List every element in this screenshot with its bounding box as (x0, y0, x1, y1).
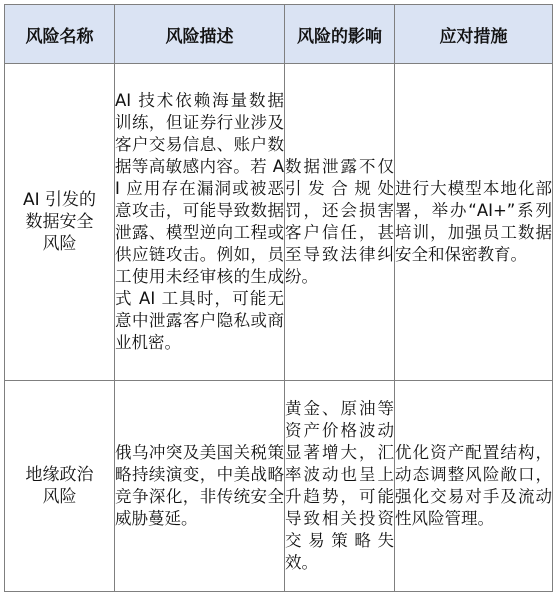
response-measures-cell: 进行大模型本地化部署，举办“AI+”系列培训，加强员工数据安全和保密教育。 (395, 64, 553, 381)
risk-name-line: 风险 (42, 487, 77, 507)
response-measures-cell: 优化资产配置结构，动态调整风险敞口，强化交易对手及流动性风险管理。 (395, 381, 553, 592)
risk-name-line: 数据安全 (25, 212, 94, 232)
risk-description-cell: AI 技术依赖海量数据训练，但证券行业涉及客户交易信息、账户数据等高敏感内容。若 AI 应用存在漏洞或被恶意攻击，可能导致数据泄露、模型逆向工程或供应链攻击。例如，员工使用未经审核的生成式 AI 工具时，可能无意中泄露客户隐私或商业机密。 (115, 64, 285, 381)
header-risk-description: 风险描述 (115, 5, 285, 64)
risk-table (4, 4, 553, 592)
header-risk-impact: 风险的影响 (285, 5, 395, 64)
table-row (5, 64, 553, 381)
header-response-measures: 应对措施 (395, 5, 553, 64)
risk-name-cell (5, 381, 115, 592)
risk-name-cell (5, 64, 115, 381)
table-header-row (5, 5, 553, 64)
risk-impact-cell: 黄金、原油等资产价格波动显著增大，汇率波动也呈上升趋势，可能导致相关投资交易策略失效。 (285, 381, 395, 592)
risk-name-line: AI 引发的 (22, 190, 97, 210)
header-risk-name: 风险名称 (5, 5, 115, 64)
risk-impact-cell: 数据泄露不仅引发合规处罚，还会损害客户信任，甚至导致法律纠纷。 (285, 64, 395, 381)
table-row (5, 381, 553, 592)
risk-name-line: 地缘政治 (25, 465, 94, 485)
risk-description-cell: 俄乌冲突及美国关税策略持续演变，中美战略竞争深化，非传统安全威胁蔓延。 (115, 381, 285, 592)
risk-name-line: 风险 (42, 234, 77, 254)
